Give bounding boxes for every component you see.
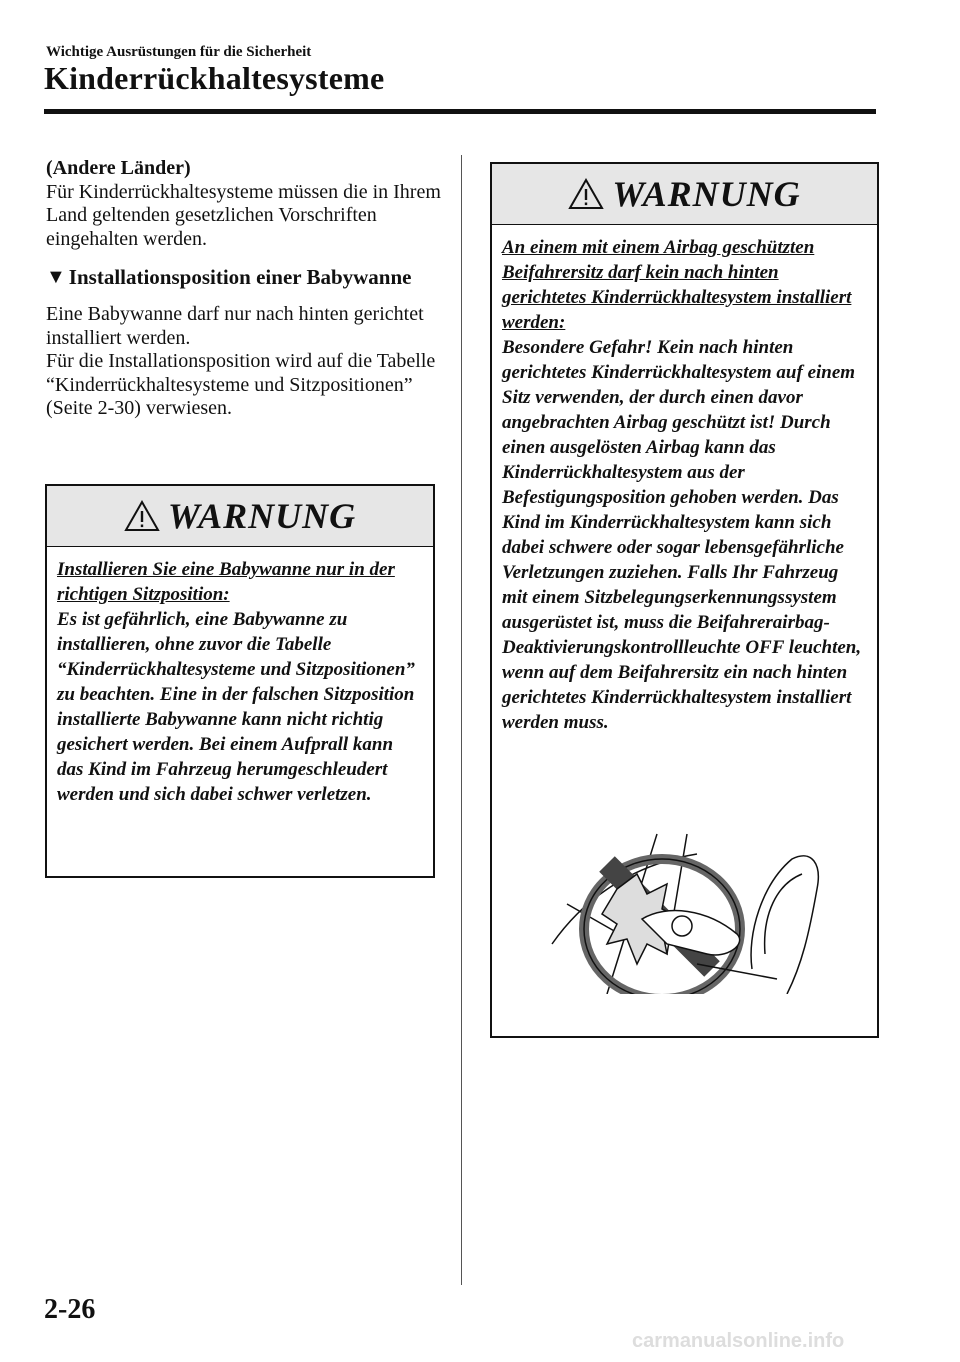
warning-triangle-icon — [124, 500, 160, 532]
warning-header — [492, 164, 877, 225]
intro-paragraph: Für Kinderrückhaltesysteme müssen die in Ihrem Land geltenden gesetzlichen Vorschriften eingehalten werden. — [46, 180, 441, 250]
warning-box-2 — [490, 162, 879, 1038]
warning-header — [47, 486, 433, 547]
warning-underlined-text: An einem mit einem Airbag geschützten Beifahrersitz darf kein nach hinten gerichtetes Kinderrückhaltesystem installiert werden: — [502, 237, 852, 333]
section-heading — [46, 265, 446, 289]
warning-label: WARNUNG — [167, 496, 357, 536]
left-column — [46, 157, 446, 421]
warning-text: Es ist gefährlich, eine Babywanne zu installieren, ohne zuvor die Tabelle “Kinderrückhaltesysteme und Sitzpositionen” zu beachten. Eine in der falschen Sitzposition installierte Babywanne kann nicht richtig gesichert werden. Bei einem Aufprall kann das Kind im Fahrzeug herumgeschleudert werden und sich dabei schwer verletzen. — [57, 609, 415, 805]
page-number: 2-26 — [44, 1294, 96, 1325]
airbag-child-seat-illustration — [547, 794, 827, 994]
page-title: Kinderrückhaltesysteme — [44, 60, 385, 96]
paragraph-2: Für die Installationsposition wird auf die Tabelle “Kinderrückhaltesysteme und Sitzpositionen” (Seite 2-30) verwiesen. — [46, 350, 436, 419]
warning-text: Besondere Gefahr! Kein nach hinten gerichtetes Kinderrückhaltesystem auf einem Sitz verwenden, der durch einen davor angebrachten Airbag geschützt ist! Durch einen ausgelösten Airbag kann das Kinderrückhaltesystem aus der Befestigungsposition gehoben werden. Das Kind im Kinderrückhaltesystem kann sich dabei schwere oder sogar lebensgefährliche Verletzungen zuziehen. Falls Ihr Fahrzeug mit einem Sitzbelegungserkennungssystem ausgerüstet ist, muss die Beifahrerairbag-Deaktivierungskontrollleuchte OFF leuchten, wenn auf dem Beifahrersitz ein nach hinten gerichtetes Kinderrückhaltesystem installiert werden muss. — [502, 337, 862, 733]
warning-body — [492, 225, 877, 735]
triangle-marker-icon: ▼ — [46, 266, 66, 288]
warning-underlined-text: Installieren Sie eine Babywanne nur in der richtigen Sitzposition: — [57, 559, 395, 605]
section-heading-text: Installationsposition einer Babywanne — [68, 265, 412, 289]
warning-label: WARNUNG — [612, 174, 801, 214]
warning-box-1 — [45, 484, 435, 878]
paragraph-1: Eine Babywanne darf nur nach hinten gerichtet installiert werden. — [46, 303, 424, 349]
header-rule — [44, 109, 876, 114]
column-divider — [461, 155, 462, 1285]
warning-triangle-icon — [568, 178, 604, 210]
subheading: (Andere Länder) — [46, 157, 191, 179]
section-header: Wichtige Ausrüstungen für die Sicherheit — [46, 44, 312, 60]
watermark: carmanualsonline.info — [632, 1330, 845, 1352]
warning-body — [47, 547, 433, 807]
